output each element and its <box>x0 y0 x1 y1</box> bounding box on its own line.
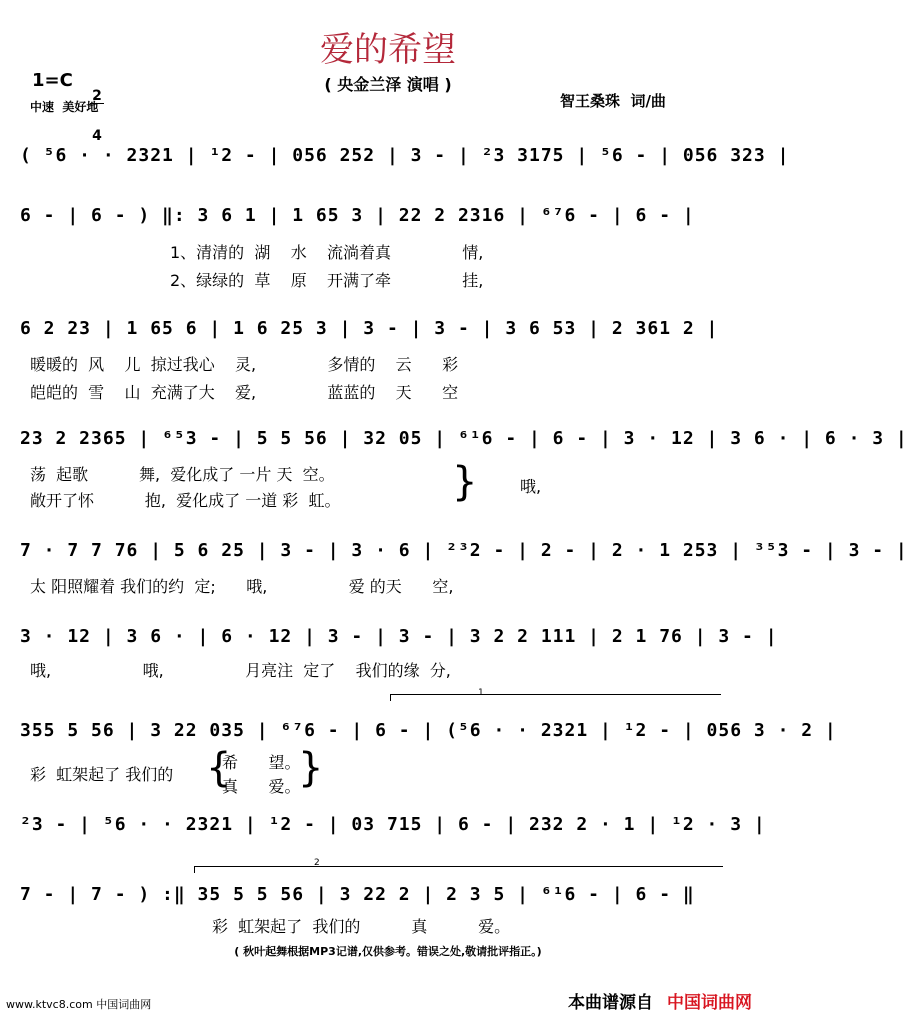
song-title: 爱的希望 <box>320 30 456 70</box>
footer-site-url: www.ktvc8.com 中国词曲网 <box>6 998 152 1011</box>
lyric-row-7-hope: 希 望。 <box>222 753 301 772</box>
lyric-row-4-oh: 哦, <box>520 477 542 496</box>
volta-1-label: 1 <box>478 688 484 698</box>
footer-source-brand: 中国词曲网 <box>667 993 752 1013</box>
lyric-row-2-verse-1: 1、清清的 湖 水 流淌着真 情, <box>170 243 484 262</box>
brace-left: { <box>206 745 232 791</box>
lyric-row-7-love: 真 爱。 <box>222 777 301 796</box>
key-signature: 1=C <box>32 70 73 91</box>
time-bottom: 4 <box>92 128 102 144</box>
footer-source <box>568 988 752 1013</box>
lyric-row-6: 哦, 哦, 月亮注 定了 我们的缘 分, <box>30 661 451 680</box>
staff-row-3: 6 2 23 | 1 65 6 | 1 6 25 3 | 3 - | 3 - | 3 6 53 | 2 361 2 | <box>20 318 719 339</box>
lyric-row-3-verse-1: 暖暖的 风 儿 掠过我心 灵, 多情的 云 彩 <box>30 355 459 374</box>
volta-2-label: 2 <box>314 858 320 868</box>
staff-row-2: 6 - | 6 - ) ‖: 3 6 1 | 1 65 3 | 22 2 2316 | ⁶⁷6 - | 6 - | <box>20 205 695 226</box>
staff-row-8: ²3 - | ⁵6 · · 2321 | ¹2 - | 03 715 | 6 - | 232 2 · 1 | ¹2 · 3 | <box>20 814 766 835</box>
volta-2-bracket <box>194 866 723 873</box>
staff-row-7: 355 5 56 | 3 22 035 | ⁶⁷6 - | 6 - | (⁵6 · · 2321 | ¹2 - | 056 3 · 2 | <box>20 720 837 741</box>
lyric-row-7: 彩 虹架起了 我们的 <box>30 765 174 784</box>
time-top: 2 <box>90 90 104 104</box>
staff-row-9: 7 - | 7 - ) :‖ 35 5 5 56 | 3 22 2 | 2 3 5 | ⁶¹6 - | 6 - ‖ <box>20 884 695 905</box>
performer-line: ( 央金兰泽 演唱 ) <box>324 75 452 94</box>
lyric-row-9: 彩 虹架起了 我们的 真 爱。 <box>212 917 511 936</box>
lyric-row-2-verse-2: 2、绿绿的 草 原 开满了牵 挂, <box>170 271 484 290</box>
footer-source-label: 本曲谱源自 <box>568 993 653 1013</box>
lyric-row-5: 太 阳照耀着 我们的约 定; 哦, 爱 的天 空, <box>30 577 454 596</box>
lyric-row-3-verse-2: 皑皑的 雪 山 充满了大 爱, 蓝蓝的 天 空 <box>30 383 459 402</box>
staff-row-1: ( ⁵6 · · 2321 | ¹2 - | 056 252 | 3 - | ²3 3175 | ⁵6 - | 056 323 | <box>20 145 790 166</box>
staff-row-5: 7 · 7 7 76 | 5 6 25 | 3 - | 3 · 6 | ²³2 - | 2 - | 2 · 1 253 | ³⁵3 - | 3 - | <box>20 540 908 561</box>
tempo-marking: 中速 美好地 <box>30 100 99 114</box>
brace-right: } <box>452 459 478 505</box>
lyric-row-4-verse-2: 敞开了怀 抱, 爱化成了 一道 彩 虹。 <box>30 491 341 510</box>
staff-row-4: 23 2 2365 | ⁶⁵3 - | 5 5 56 | 32 05 | ⁶¹6 - | 6 - | 3 · 12 | 3 6 · | 6 · 3 | <box>20 428 908 449</box>
volta-1-bracket <box>390 694 721 701</box>
author-credit: 智王桑珠 词/曲 <box>560 92 666 110</box>
staff-row-6: 3 · 12 | 3 6 · | 6 · 12 | 3 - | 3 - | 3 2 2 111 | 2 1 76 | 3 - | <box>20 626 778 647</box>
lyric-row-4-verse-1: 荡 起歌 舞, 爱化成了 一片 天 空。 <box>30 465 335 484</box>
transcriber-note: ( 秋叶起舞根据MP3记谱,仅供参考。错误之处,敬请批评指正。) <box>234 945 542 958</box>
brace-right-2: } <box>298 745 324 791</box>
